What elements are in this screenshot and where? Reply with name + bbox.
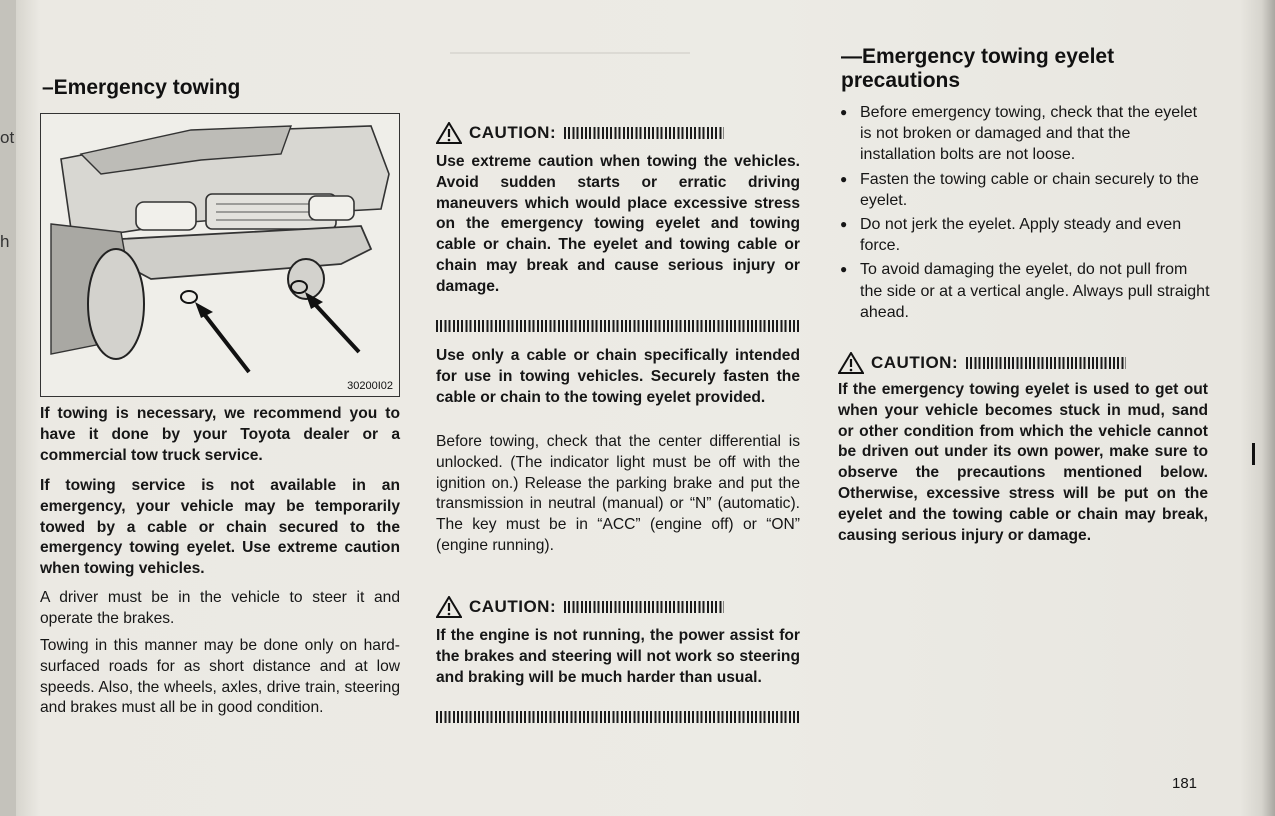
section-title-emergency-towing: –Emergency towing	[42, 76, 241, 99]
page-edge-right	[1261, 0, 1275, 816]
page-edge-left	[0, 0, 16, 816]
precautions-list	[838, 102, 1210, 326]
vehicle-towing-illustration	[40, 113, 400, 397]
para-before-towing: Before towing, check that the center differential is unlocked. (The indicator light must be off with the ignition on.) Release the parking brake and put the transmission in neutral (manual) or “N” (automatic). The key must be in “ACC” (engine off) or “ON” (engine running).	[436, 433, 800, 554]
caution-rule-2	[564, 601, 724, 613]
figure-code: 30200I02	[347, 380, 393, 392]
para-temporary-towing: If towing service is not available in an emergency, your vehicle may be temporarily towed by a cable or chain secured to the emergency towing eyelet. Use extreme caution when towing vehicles.	[40, 477, 400, 578]
thumb-tab-mark	[1252, 443, 1255, 465]
bleed-text-2: h	[0, 232, 10, 251]
para-recommend-dealer: If towing is necessary, we recommend you to have it done by your Toyota dealer or a commercial tow truck service.	[40, 405, 400, 464]
caution-text-2: If the engine is not running, the power assist for the brakes and steering will not work so steering and braking will be much harder than usual.	[436, 627, 800, 686]
caution-text-3: If the emergency towing eyelet is used to get out when your vehicle becomes stuck in mud, sand or other condition from which the vehicle cannot be driven out under its own power, make sure to observe the precautions mentioned below. Otherwise, excessive stress will be put on the eyelet and the towing cable or chain may break, causing serious injury or damage.	[838, 381, 1208, 544]
warning-triangle-icon	[436, 596, 462, 618]
list-item: ● Do not jerk the eyelet. Apply steady and even force.	[838, 214, 1210, 256]
para-towing-conditions: Towing in this manner may be done only on hard-surfaced roads for as short distance and at low speeds. Also, the wheels, axles, drive train, steering and brakes must all be in good condition.	[40, 637, 400, 717]
caution-heading-2	[436, 596, 802, 618]
warning-triangle-icon	[436, 122, 462, 144]
show-through-decoration	[450, 52, 690, 84]
page-number: 181	[1172, 775, 1198, 792]
list-item: ● To avoid damaging the eyelet, do not pull from the side or at a vertical angle. Always pull straight ahead.	[838, 259, 1210, 323]
caution-label-1: CAUTION:	[469, 123, 557, 142]
list-item: ● Fasten the towing cable or chain securely to the eyelet.	[838, 169, 1210, 211]
list-item: ● Before emergency towing, check that the eyelet is not broken or damaged and that the installation bolts are not loose.	[838, 102, 1210, 166]
caution-heading-3	[838, 352, 1210, 374]
caution-rule-1	[564, 127, 724, 139]
truck-front-drawing	[41, 114, 399, 396]
caution-end-rule-1	[436, 320, 800, 332]
caution-rule-3	[966, 357, 1126, 369]
section-title-eyelet-precautions: —Emergency towing eyelet precautions	[841, 45, 1115, 92]
caution-end-rule-2	[436, 711, 800, 723]
caution-label-3: CAUTION:	[871, 353, 959, 372]
caution-text-1: Use extreme caution when towing the vehicles. Avoid sudden starts or erratic driving maneuvers which would place excessive stress on the emergency towing eyelet and towing cable or chain. The eyelet and towing cable or chain may break and cause serious injury or damage.	[436, 153, 800, 295]
caution-heading-1	[436, 122, 802, 144]
warning-triangle-icon	[838, 352, 864, 374]
para-driver-steer: A driver must be in the vehicle to steer it and operate the brakes.	[40, 589, 400, 627]
bleed-text-1: ot	[0, 128, 15, 147]
caution-label-2: CAUTION:	[469, 597, 557, 616]
para-cable-chain: Use only a cable or chain specifically intended for use in towing vehicles. Securely fasten the cable or chain to the towing eyelet provided.	[436, 347, 800, 406]
